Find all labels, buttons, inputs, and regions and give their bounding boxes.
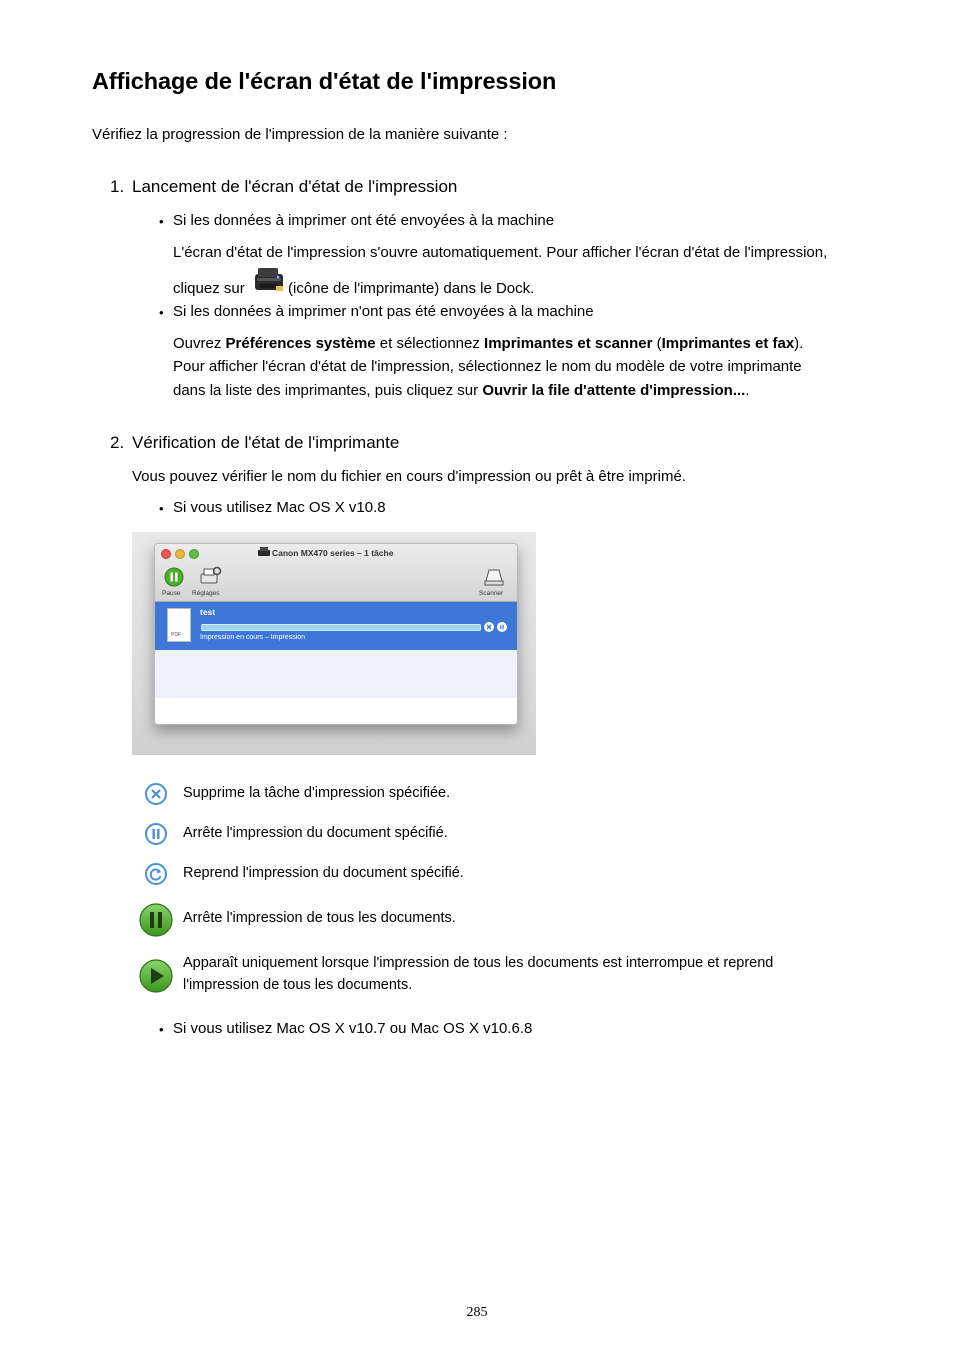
step2-number: 2.	[110, 433, 125, 452]
doc-type-label: PDF	[171, 632, 181, 638]
bullet-marker: •	[159, 214, 164, 229]
step1-bullet2-para3	[173, 382, 750, 399]
legend-text-delete: Supprime la tâche d'impression spécifiée.	[183, 785, 451, 801]
settings-toolbar-icon[interactable]	[198, 566, 222, 588]
step1-bullet2-para1	[173, 335, 803, 352]
window-title: Canon MX470 series – 1 tâche	[272, 548, 394, 558]
step1-bullet2: Si les données à imprimer n'ont pas été envoyées à la machine	[173, 303, 594, 320]
scanner-toolbar-icon[interactable]	[483, 566, 505, 588]
printer-dock-icon	[252, 266, 286, 294]
pause-small-icon	[144, 822, 168, 846]
step1-bullet2-para2: Pour afficher l'écran d'état de l'impression, sélectionnez le nom du modèle de votre imprimante	[173, 358, 802, 375]
pause-toolbar-icon[interactable]	[164, 567, 184, 587]
legend-text-resume-all-1: Apparaît uniquement lorsque l'impression de tous les documents est interrompue et reprend	[183, 955, 774, 971]
step1-heading: Lancement de l'écran d'état de l'impression	[132, 177, 458, 196]
print-queue-window	[154, 543, 518, 725]
page-title: Affichage de l'écran d'état de l'impression	[92, 68, 557, 94]
delete-icon	[144, 782, 168, 806]
step2-heading: Vérification de l'état de l'imprimante	[132, 433, 400, 452]
legend-text-pause: Arrête l'impression du document spécifié.	[183, 825, 448, 841]
empty-row	[155, 650, 517, 698]
job-status: Impression en cours – Impression	[200, 634, 306, 641]
page-number: 285	[466, 1305, 488, 1320]
printer-title-icon	[258, 547, 270, 557]
text-span: .	[745, 382, 750, 399]
intro-text: Vérifiez la progression de l'impression de la manière suivante :	[92, 126, 508, 143]
menu-name-system-preferences: Préférences système	[225, 335, 376, 352]
close-window-icon[interactable]	[161, 549, 171, 559]
resume-icon	[144, 862, 168, 886]
step2-bullet2: Si vous utilisez Mac OS X v10.7 ou Mac OS X v10.6.8	[173, 1020, 533, 1037]
pdf-document-icon	[167, 608, 191, 642]
text-span: dans la liste des imprimantes, puis cliquez sur	[173, 382, 483, 399]
window-titlebar	[155, 544, 517, 602]
text-span: (	[652, 335, 662, 352]
pause-all-icon	[138, 902, 174, 938]
job-name: test	[200, 607, 216, 617]
pause-job-icon[interactable]	[497, 622, 507, 632]
job-list	[155, 602, 517, 724]
text-span: ).	[794, 335, 804, 352]
minimize-window-icon[interactable]	[175, 549, 185, 559]
step1-bullet1: Si les données à imprimer ont été envoyées à la machine	[173, 212, 555, 229]
scanner-label: Scanner	[479, 590, 504, 597]
bullet-marker: •	[159, 1022, 164, 1037]
job-progress-bar	[201, 624, 481, 631]
step1-bullet1-line2-pre: cliquez sur	[173, 280, 245, 297]
bullet-marker: •	[159, 305, 164, 320]
delete-job-icon[interactable]	[484, 622, 494, 632]
print-queue-screenshot	[132, 532, 536, 755]
step1-bullet1-line2-post: (icône de l'imprimante) dans le Dock.	[288, 280, 535, 297]
legend-text-resume: Reprend l'impression du document spécifié.	[183, 865, 464, 881]
menu-name-open-print-queue: Ouvrir la file d'attente d'impression...	[482, 382, 746, 399]
step2-text: Vous pouvez vérifier le nom du fichier en cours d'impression ou prêt à être imprimé.	[132, 468, 686, 485]
step2-bullet1: Si vous utilisez Mac OS X v10.8	[173, 499, 386, 516]
legend-text-resume-all-2: l'impression de tous les documents.	[183, 977, 413, 993]
menu-name-printers-fax: Imprimantes et fax	[661, 335, 795, 352]
bullet-marker: •	[159, 501, 164, 516]
settings-label: Réglages	[192, 590, 220, 597]
legend-text-pause-all: Arrête l'impression de tous les documents.	[183, 910, 456, 926]
resume-all-icon	[138, 958, 174, 994]
menu-name-printers-scanners: Imprimantes et scanner	[484, 335, 653, 352]
pause-label: Pause	[162, 590, 181, 597]
step1-bullet1-line1: L'écran d'état de l'impression s'ouvre automatiquement. Pour afficher l'écran d'état de l'impression,	[173, 244, 828, 261]
zoom-window-icon[interactable]	[189, 549, 199, 559]
text-span: et sélectionnez	[375, 335, 485, 352]
step1-number: 1.	[110, 177, 125, 196]
text-span: Ouvrez	[173, 335, 226, 352]
job-row[interactable]	[155, 602, 517, 650]
